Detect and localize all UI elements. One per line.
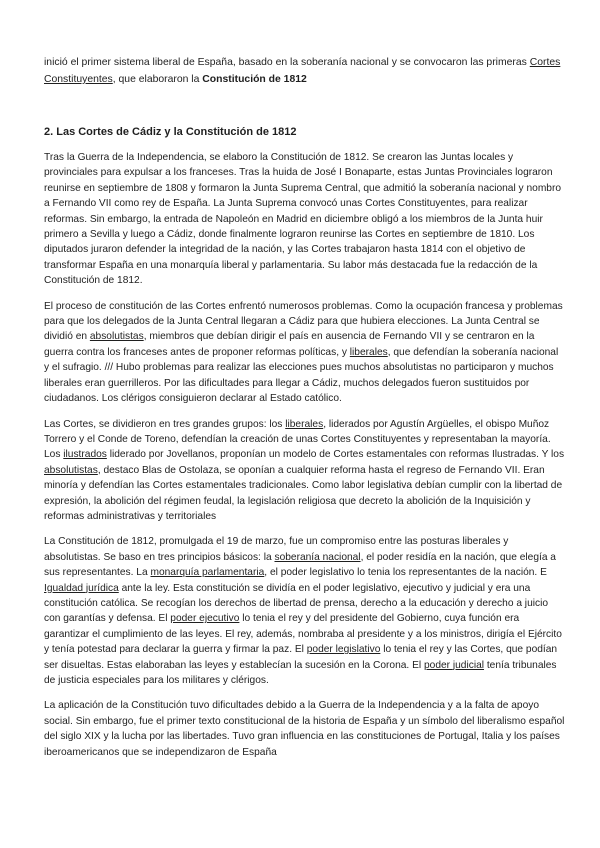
paragraph-proceso [44,299,566,407]
p4-text-4: ante la ley. Esta constitución se dividía en el poder legislativo, ejecutivo y judicial y era una constitución católica. Se recogían los derechos de libertad de prensa, derecho a la educación y derecho a juicio con garantías y defensa. El [44,582,549,625]
p3-text-2: , liderados por Agustín Argüelles, el obispo Muñoz Torrero y el Conde de Toreno, defendían la creación de unas Cortes Constituyentes y representaban la mayoría. Los [44,418,551,461]
p4-text-5: lo tenia el rey y del presidente del Gobierno, cuya función era garantizar el cumplimiento de las leyes. El rey, además, nombraba al presidente y a los ministros, dirigía el Ejército y tenía potestad para declarar la guerra y firmar la paz. El [44,613,562,656]
paragraph-aplicacion: La aplicación de la Constitución tuvo dificultades debido a la Guerra de la Independencia y a la falta de apoyo social. Sin embargo, fue el primer texto constitucional de la historia de España y un símbolo del liberalismo español del siglo XIX y la lucha por las libertades. Tuvo gran influencia en las constituciones de Portugal, Italia y los países iberoamericanos que se independizaron de España [44,700,565,758]
section-heading: 2. Las Cortes de Cádiz y la Constitución de 1812 [44,126,297,138]
p2-text-3: , que defendían la soberanía nacional y el sufragio. /// Hubo problemas para realizar las elecciones pues muchos absolutistas no participaron y muchos liberales eran guerrilleros. Por las dificultades para llegar a Cádiz, muchos delegados fueron sustituidos por ciudadanos. Los clérigos consiguieron declarar al Estado católico. [44,346,559,405]
p4-text-2: , el poder residía en la nación, que elegía a sus representantes. La [44,551,556,579]
paragraph-guerra: Tras la Guerra de la Independencia, se elaboro la Constitución de 1812. Se crearon las Juntas locales y provinciales para expulsar a los franceses. Tras la huida de José I Bonaparte, estas Juntas Provinciales lograron reunirse en septiembre de 1808 y formaron la Junta Suprema Central, que admitió la soberanía nacional y nombro a Fernando VII como rey de España. La Junta Suprema convocó unas Cortes Constituyentes, para realizar reformas. Sin embargo, la entrada de Napoleón en Madrid en diciembre obligó a los miembros de la Junta huir primero a Sevilla y luego a Cádiz, donde finalmente lograron reunirse las Cortes en septiembre de 1810. Los diputados juraron defender la integridad de la nación, y las Cortes trabajaron hasta 1814 con el objetivo de transformar España en una monarquía liberal y parlamentaria. Su labor más destacada fue la redacción de la Constitución de 1812. [44,152,562,287]
section-body [44,150,566,770]
intro-text-2: , que elaboraron la [112,74,203,85]
cortes-constituyentes-term: Cortes Constituyentes [44,57,561,85]
intro-paragraph [44,54,564,88]
igualdad-juridica-term: Igualdad jurídica [44,582,119,594]
poder-ejecutivo-term: poder ejecutivo [170,613,240,625]
p4-text-1: La Constitución de 1812, promulgada el 19 de marzo, fue un compromiso entre las posturas liberales y absolutistas. Se baso en tres principios básicos: la [44,536,509,563]
p3-text-1: Las Cortes, se dividieron en tres grandes grupos: los [44,418,286,430]
liberales-group-term: liberales [285,418,324,430]
liberales-term: liberales [349,346,388,358]
ilustrados-term: ilustrados [63,449,107,461]
p2-text-1: El proceso de constitución de las Cortes enfrentó numerosos problemas. Como la ocupación francesa y problemas para que los delegados de la Junta Central llegaran a Cádiz para que hubiera elecciones. La Junta Central se dividió en [44,300,563,343]
intro-text-1: inició el primer sistema liberal de España, basado en la soberanía nacional y se convocaron las primeras [44,57,530,68]
monarquia-parlamentaria-term: monarquía parlamentaria [150,567,265,579]
constitucion-1812-term: Constitución de 1812 [202,74,307,85]
p4-text-6: lo tenia el rey y las Cortes, que podían ser disueltas. Estas elaboraban las leyes y establecían la sucesión en la Corona. El [44,644,558,671]
soberania-nacional-term: soberanía nacional [274,551,361,563]
p3-text-3: liderado por Jovellanos, proponían un modelo de Cortes estamentales con reformas Ilustradas. Y los [106,449,565,461]
p3-text-4: , destaco Blas de Ostolaza, se oponían a cualquier reforma hasta el regreso de Fernando VII. Eran minoría y defendían las Cortes estamentales tradicionales. Como labor legislativa debían cumplir con la libertad de expresión, la abolición del régimen feudal, la legislación religiosa que decreto la abolición de la Inquisición y reformas administrativas y territoriales [44,464,563,522]
absolutistas-term: absolutistas [89,331,144,343]
p4-text-7: tenía tribunales de justicia especiales para los militares y clérigos. [44,659,557,686]
p4-text-3: , el poder legislativo lo tenia los representantes de la nación. E [264,567,547,579]
paragraph-constitucion [44,534,566,688]
paragraph-grupos [44,417,566,525]
p2-text-2: , miembros que debían dirigir el país en ausencia de Fernando VII y se centraron en la guerra contra los franceses antes de proponer reformas políticas, y [44,331,535,358]
poder-judicial-term: poder judicial [423,659,485,671]
absolutistas-group-term: absolutistas [44,464,98,476]
poder-legislativo-term: poder legislativo [306,644,381,656]
